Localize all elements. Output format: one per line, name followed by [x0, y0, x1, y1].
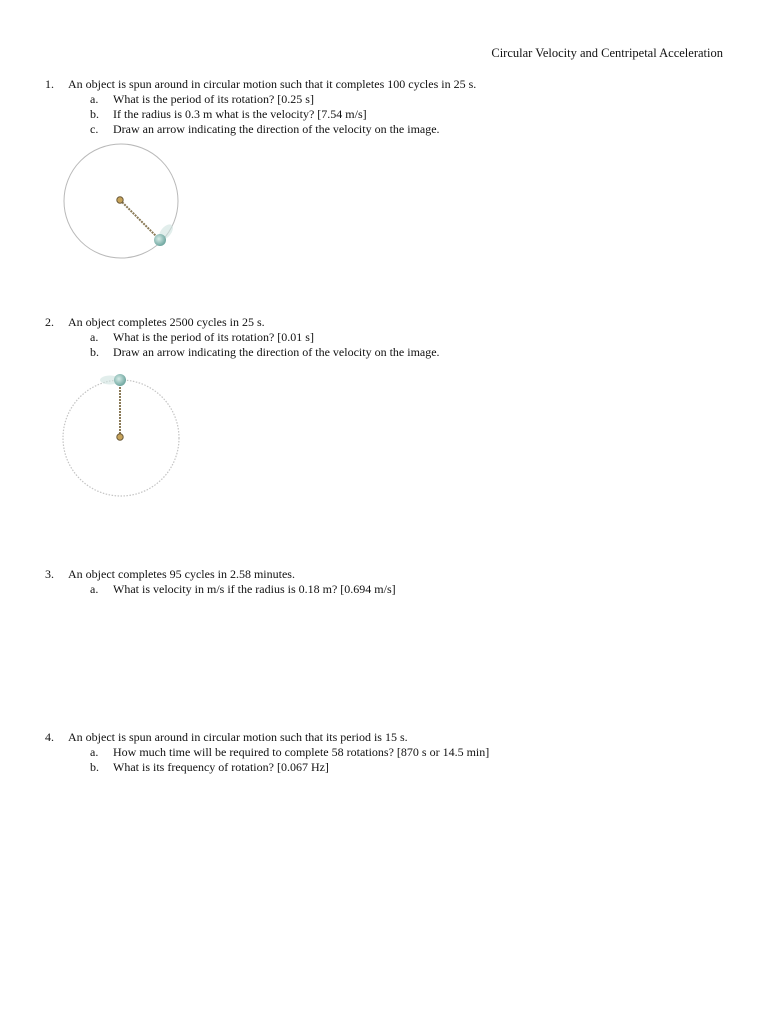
- sub-question: [90, 345, 725, 360]
- sub-question-letter: a.: [90, 92, 99, 106]
- sub-question: [90, 92, 725, 107]
- sub-question-letter: a.: [90, 330, 99, 344]
- sub-question-letter: b.: [90, 345, 99, 359]
- sub-question-text: What is its frequency of rotation? [0.067 Hz]: [113, 760, 329, 774]
- question-text: An object completes 95 cycles in 2.58 minutes.: [68, 567, 295, 581]
- sub-question-text: Draw an arrow indicating the direction of the velocity on the image.: [113, 122, 440, 136]
- sub-question-text: What is velocity in m/s if the radius is 0.18 m? [0.694 m/s]: [113, 582, 396, 596]
- sub-question-text: How much time will be required to complete 58 rotations? [870 s or 14.5 min]: [113, 745, 490, 759]
- pivot-point: [117, 434, 123, 440]
- sub-question-letter: b.: [90, 107, 99, 121]
- sub-question-list: [90, 745, 725, 775]
- spinning-ball: [154, 234, 166, 246]
- sub-question-letter: a.: [90, 745, 99, 759]
- question-number: 3.: [45, 567, 54, 581]
- circular-motion-diagram-vertical-icon: [60, 370, 185, 500]
- sub-question-list: [90, 582, 725, 597]
- sub-question-text: If the radius is 0.3 m what is the velocity? [7.54 m/s]: [113, 107, 367, 121]
- question-number: 2.: [45, 315, 54, 329]
- question-3: [45, 567, 725, 597]
- sub-question-text: What is the period of its rotation? [0.25 s]: [113, 92, 314, 106]
- sub-question-letter: b.: [90, 760, 99, 774]
- sub-question-text: What is the period of its rotation? [0.01 s]: [113, 330, 314, 344]
- sub-question: [90, 107, 725, 122]
- sub-question: [90, 582, 725, 597]
- question-1: [45, 77, 725, 137]
- rope: [120, 200, 159, 239]
- sub-question: [90, 330, 725, 345]
- sub-question-letter: c.: [90, 122, 99, 136]
- page-header: Circular Velocity and Centripetal Acceleration: [491, 46, 723, 60]
- question-number: 4.: [45, 730, 54, 744]
- pivot-point: [117, 197, 123, 203]
- sub-question: [90, 760, 725, 775]
- sub-question-list: [90, 330, 725, 360]
- question-text: An object is spun around in circular motion such that it completes 100 cycles in 25 s.: [68, 77, 477, 91]
- sub-question-list: [90, 92, 725, 137]
- question-4: [45, 730, 725, 775]
- sub-question-letter: a.: [90, 582, 99, 596]
- sub-question: [90, 122, 725, 137]
- circular-motion-diagram-diagonal-icon: [60, 140, 185, 265]
- sub-question-text: Draw an arrow indicating the direction of the velocity on the image.: [113, 345, 440, 359]
- spinning-ball: [114, 374, 126, 386]
- question-number: 1.: [45, 77, 54, 91]
- question-2: [45, 315, 725, 360]
- question-text: An object is spun around in circular motion such that its period is 15 s.: [68, 730, 408, 744]
- question-text: An object completes 2500 cycles in 25 s.: [68, 315, 265, 329]
- sub-question: [90, 745, 725, 760]
